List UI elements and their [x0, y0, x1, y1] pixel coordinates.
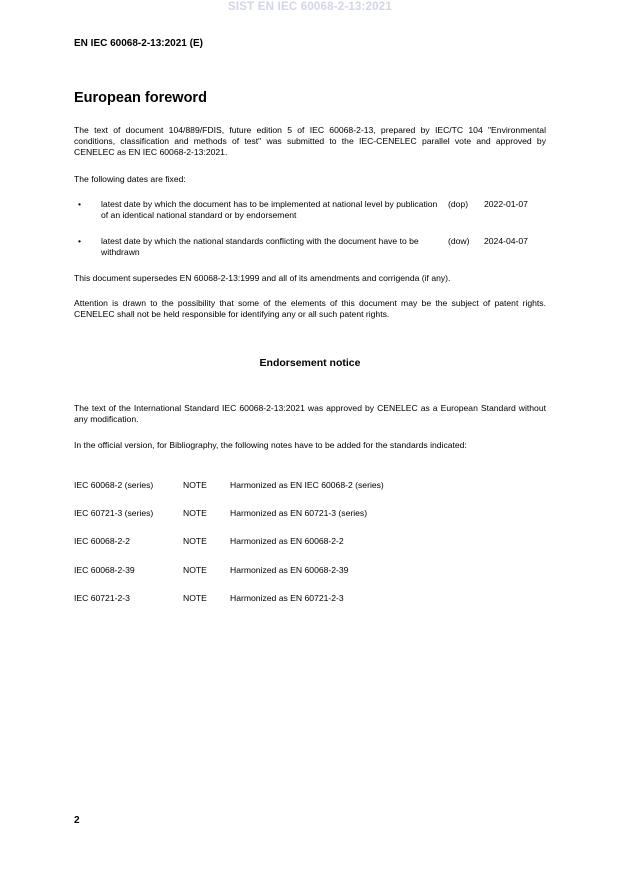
- watermark: SIST EN IEC 60068-2-13:2021: [228, 1, 392, 13]
- standard-id: IEC 60068-2 (series): [74, 480, 154, 490]
- standard-harmonized: Harmonized as EN IEC 60068-2 (series): [230, 480, 384, 490]
- document-reference: EN IEC 60068-2-13:2021 (E): [74, 38, 203, 49]
- standard-note: NOTE: [183, 593, 207, 603]
- standard-harmonized: Harmonized as EN 60068-2-2: [230, 536, 344, 546]
- standard-note: NOTE: [183, 536, 207, 546]
- attention-paragraph: Attention is drawn to the possibility that some of the elements of this document may be the subject of patent rights. CENELEC shall not be held responsible for identifying any or all such patent rights.: [74, 298, 546, 320]
- standard-note: NOTE: [183, 508, 207, 518]
- bibliography-intro: In the official version, for Bibliography, the following notes have to be added for the standards indicated:: [74, 440, 467, 450]
- standard-id: IEC 60068-2-2: [74, 536, 130, 546]
- standard-harmonized: Harmonized as EN 60721-3 (series): [230, 508, 368, 518]
- endorsement-approval: The text of the International Standard IEC 60068-2-13:2021 was approved by CENELEC as a European Standard without any modification.: [74, 403, 546, 425]
- bullet: •: [78, 199, 82, 209]
- standard-id: IEC 60721-3 (series): [74, 508, 154, 518]
- date-item-date: 2022-01-07: [484, 199, 528, 209]
- foreword-title: European foreword: [74, 90, 207, 106]
- standard-id: IEC 60068-2-39: [74, 565, 135, 575]
- page-number: 2: [74, 815, 80, 826]
- standard-id: IEC 60721-2-3: [74, 593, 130, 603]
- standard-note: NOTE: [183, 565, 207, 575]
- endorsement-title: Endorsement notice: [259, 357, 361, 369]
- date-item-text: latest date by which the national standards conflicting with the document have to be withdrawn: [101, 236, 419, 258]
- foreword-intro: The text of document 104/889/FDIS, future edition 5 of IEC 60068-2-13, prepared by IEC/TC 104 "Environmental conditions, classification and methods of test" was submitted to the IEC-CENELEC parallel vote and approved by CENELEC as EN IEC 60068-2-13:2021.: [74, 125, 546, 158]
- date-item-abbr: (dop): [448, 199, 469, 209]
- dates-intro: The following dates are fixed:: [74, 174, 186, 184]
- date-item-abbr: (dow): [448, 236, 470, 246]
- standard-note: NOTE: [183, 480, 207, 490]
- bullet: •: [78, 236, 82, 246]
- supersedes-paragraph: This document supersedes EN 60068-2-13:1999 and all of its amendments and corrigenda (if any).: [74, 273, 451, 283]
- standard-harmonized: Harmonized as EN 60721-2-3: [230, 593, 344, 603]
- standard-harmonized: Harmonized as EN 60068-2-39: [230, 565, 349, 575]
- date-item-date: 2024-04-07: [484, 236, 528, 246]
- date-item-text: latest date by which the document has to be implemented at national level by publication of an identical national standard or by endorsement: [101, 199, 438, 221]
